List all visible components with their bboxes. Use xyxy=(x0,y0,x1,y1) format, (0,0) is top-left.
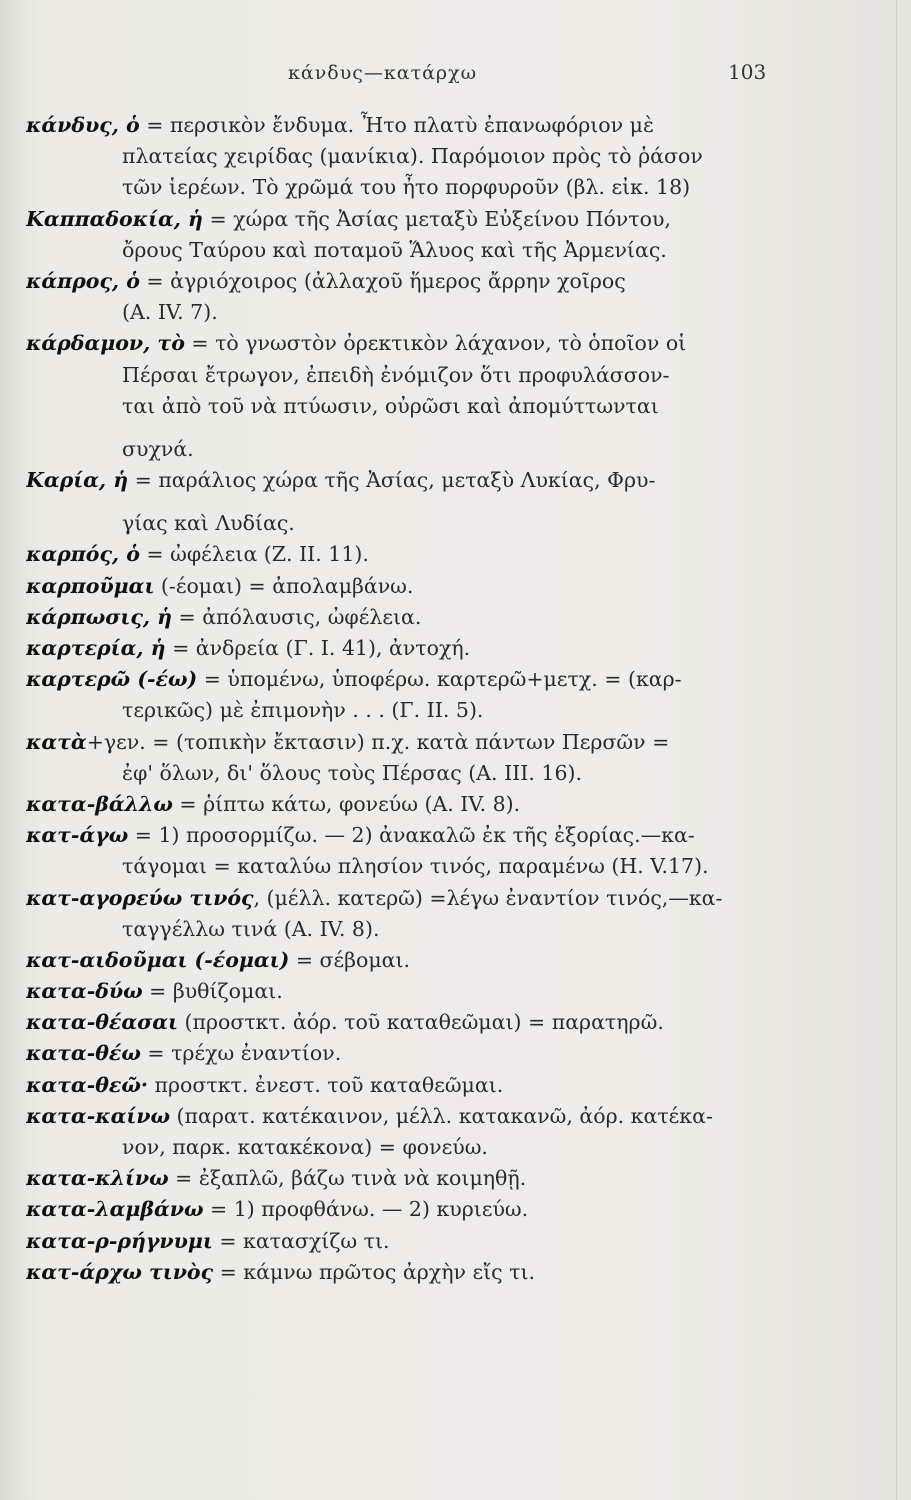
entry-line xyxy=(26,172,786,203)
definition: νον, παρκ. κατακέκονα) = φονεύω. xyxy=(122,1135,488,1159)
entry-line xyxy=(26,851,786,882)
running-head: κάνδυς—κατάρχω xyxy=(288,62,478,84)
definition: = ἀνδρεία (Γ. I. 41), ἀντοχή. xyxy=(165,636,471,660)
entry-line xyxy=(26,664,786,695)
headword: κατα-θεῶ· xyxy=(26,1072,149,1097)
definition: = περσικὸν ἔνδυμα. Ἦτο πλατὺ ἐπανωφόριον μὲ xyxy=(139,113,654,137)
definition: τάγομαι = καταλύω πλησίον τινός, παραμένω (Η. V.17). xyxy=(122,854,709,879)
definition: = χώρα τῆς Ἀσίας μεταξὺ Εὐξείνου Πόντου, xyxy=(202,206,671,231)
definition: = κατασχίζω τι. xyxy=(212,1228,390,1253)
headword: κατα-ρ-ρήγνυμι xyxy=(26,1228,213,1253)
headword: κάνδυς, ὁ xyxy=(26,113,140,137)
definition: (παρατ. κατέκαινον, μέλλ. κατακανῶ, ἀόρ. κατέκα- xyxy=(170,1103,713,1128)
definition: = βυθίζομαι. xyxy=(142,979,283,1004)
definition: +γεν. = (τοπικὴν ἔκτασιν) π.χ. κατὰ πάντων Περσῶν = xyxy=(86,729,670,754)
entry-line xyxy=(26,1163,786,1194)
entry-line xyxy=(26,633,786,664)
entry-line xyxy=(26,328,786,359)
definition: = ἀγριόχοιρος (ἀλλαχοῦ ἥμερος ἄρρην χοῖρος xyxy=(139,268,626,293)
entry-line xyxy=(26,571,786,602)
definition: ὄρους Ταύρου καὶ ποταμοῦ Ἅλυος καὶ τῆς Ἀρμενίας. xyxy=(122,237,667,262)
entry-line xyxy=(26,883,786,914)
headword: κατα-καίνω xyxy=(26,1103,171,1128)
definition: τῶν ἱερέων. Τὸ χρῶμά του ἦτο πορφυροῦν (βλ. εἰκ. 18) xyxy=(122,175,691,200)
entry-line xyxy=(26,1038,786,1069)
entry-line xyxy=(26,508,786,539)
entry-line xyxy=(26,1007,786,1038)
entry-line xyxy=(26,1132,786,1163)
entry-line xyxy=(26,391,786,422)
definition: = ὑπομένω, ὑποφέρω. καρτερῶ+μετχ. = (καρ- xyxy=(197,667,682,692)
headword: Καππαδοκία, ἡ xyxy=(26,206,203,231)
entry-line xyxy=(26,266,786,297)
entry-line xyxy=(26,727,786,758)
definition: = ὠφέλεια (Ζ. II. 11). xyxy=(139,542,369,567)
headword: καρτερῶ (-έω) xyxy=(26,667,198,692)
definition: ται ἀπὸ τοῦ νὰ πτύωσιν, οὐρῶσι καὶ ἀπομύττωνται xyxy=(122,393,659,418)
headword: καρτερία, ἡ xyxy=(26,636,166,660)
entry-line xyxy=(26,1101,786,1132)
entry-line xyxy=(26,235,786,266)
entry-line xyxy=(26,820,786,851)
entry-line xyxy=(26,789,786,820)
entry-line xyxy=(26,976,786,1007)
entry-line xyxy=(26,945,786,976)
headword: καρπός, ὁ xyxy=(26,542,140,567)
definition: = παράλιος χώρα τῆς Ἀσίας, μεταξὺ Λυκίας, Φρυ- xyxy=(128,468,656,493)
headword: κατα-θέασαι xyxy=(26,1010,178,1035)
definition: (προστκτ. ἀόρ. τοῦ καταθεῶμαι) = παρατηρῶ. xyxy=(177,1010,664,1035)
definition: = κάμνω πρῶτος ἀρχὴν εἴς τι. xyxy=(213,1259,536,1284)
definition: (-έομαι) = ἀπολαμβάνω. xyxy=(154,573,414,598)
headword: καρποῦμαι xyxy=(26,573,155,598)
entry-line xyxy=(26,1226,786,1257)
definition: = ἀπόλαυσις, ὠφέλεια. xyxy=(172,604,422,629)
entry-line xyxy=(26,110,786,141)
headword: κατ-αιδοῦμαι (-έομαι) xyxy=(26,947,290,972)
entry-line xyxy=(26,465,786,496)
definition: = τὸ γνωστὸν ὀρεκτικὸν λάχανον, τὸ ὁποῖον οἱ xyxy=(184,331,687,356)
headword: κατ-άρχω τινὸς xyxy=(26,1259,214,1284)
entry-line xyxy=(26,141,786,172)
headword: κατ-αγορεύω τινός xyxy=(26,885,254,910)
entry-line xyxy=(26,602,786,633)
headword: κάπρος, ὁ xyxy=(26,268,140,293)
entry-line xyxy=(26,204,786,235)
headword: κατα-δύω xyxy=(26,979,143,1004)
page-number: 103 xyxy=(728,60,767,84)
entry-line xyxy=(26,360,786,391)
definition: = σέβομαι. xyxy=(289,947,411,972)
page-edge xyxy=(896,0,897,1500)
headword: κατα-βάλλω xyxy=(26,791,173,816)
definition: συχνά. xyxy=(122,436,194,461)
headword: κατα-λαμβάνω xyxy=(26,1197,204,1222)
definition: , (μέλλ. κατερῶ) =λέγω ἐναντίον τινός,—κα- xyxy=(253,885,723,910)
entry-line xyxy=(26,1194,786,1225)
definition: ταγγέλλω τινά (Α. IV. 8). xyxy=(122,916,380,941)
definition: = 1) προσορμίζω. — 2) ἀνακαλῶ ἐκ τῆς ἐξορίας.—κα- xyxy=(128,823,695,848)
entry-line xyxy=(26,434,786,465)
dictionary-entries xyxy=(26,110,786,1288)
headword: κάρδαμον, τὸ xyxy=(26,331,185,356)
headword: κάρπωσις, ἡ xyxy=(26,604,172,629)
definition: ἐφ' ὅλων, δι' ὅλους τοὺς Πέρσας (Α. III. 16). xyxy=(122,760,583,785)
definition: Πέρσαι ἔτρωγον, ἐπειδὴ ἐνόμιζον ὅτι προφυλάσσον- xyxy=(122,362,670,387)
definition: = τρέχω ἐναντίον. xyxy=(140,1041,342,1066)
entry-line xyxy=(26,758,786,789)
entry-line xyxy=(26,914,786,945)
definition: πλατείας χειρίδας (μανίκια). Παρόμοιον πρὸς τὸ ῥάσον xyxy=(122,144,703,169)
definition: = 1) προφθάνω. — 2) κυριεύω. xyxy=(203,1197,529,1222)
definition: = ῥίπτω κάτω, φονεύω (Α. IV. 8). xyxy=(172,791,521,816)
headword: κατα-θέω xyxy=(26,1041,141,1066)
definition: γίας καὶ Λυδίας. xyxy=(122,511,295,536)
definition: τερικῶς) μὲ ἐπιμονὴν . . . (Γ. II. 5). xyxy=(122,698,484,723)
definition: = ἐξαπλῶ, βάζω τινὰ νὰ κοιμηθῇ. xyxy=(168,1166,527,1191)
entry-line xyxy=(26,539,786,570)
entry-line xyxy=(26,1070,786,1101)
entry-line xyxy=(26,297,786,328)
entry-line xyxy=(26,1257,786,1288)
headword: Καρία, ἡ xyxy=(26,468,129,493)
headword: κατὰ xyxy=(26,729,87,754)
definition: (Α. IV. 7). xyxy=(122,300,218,325)
headword: κατα-κλίνω xyxy=(26,1166,169,1191)
entry-line xyxy=(26,695,786,726)
definition: προστκτ. ἐνεστ. τοῦ καταθεῶμαι. xyxy=(148,1072,504,1097)
headword: κατ-άγω xyxy=(26,823,129,848)
page-header xyxy=(0,60,911,90)
